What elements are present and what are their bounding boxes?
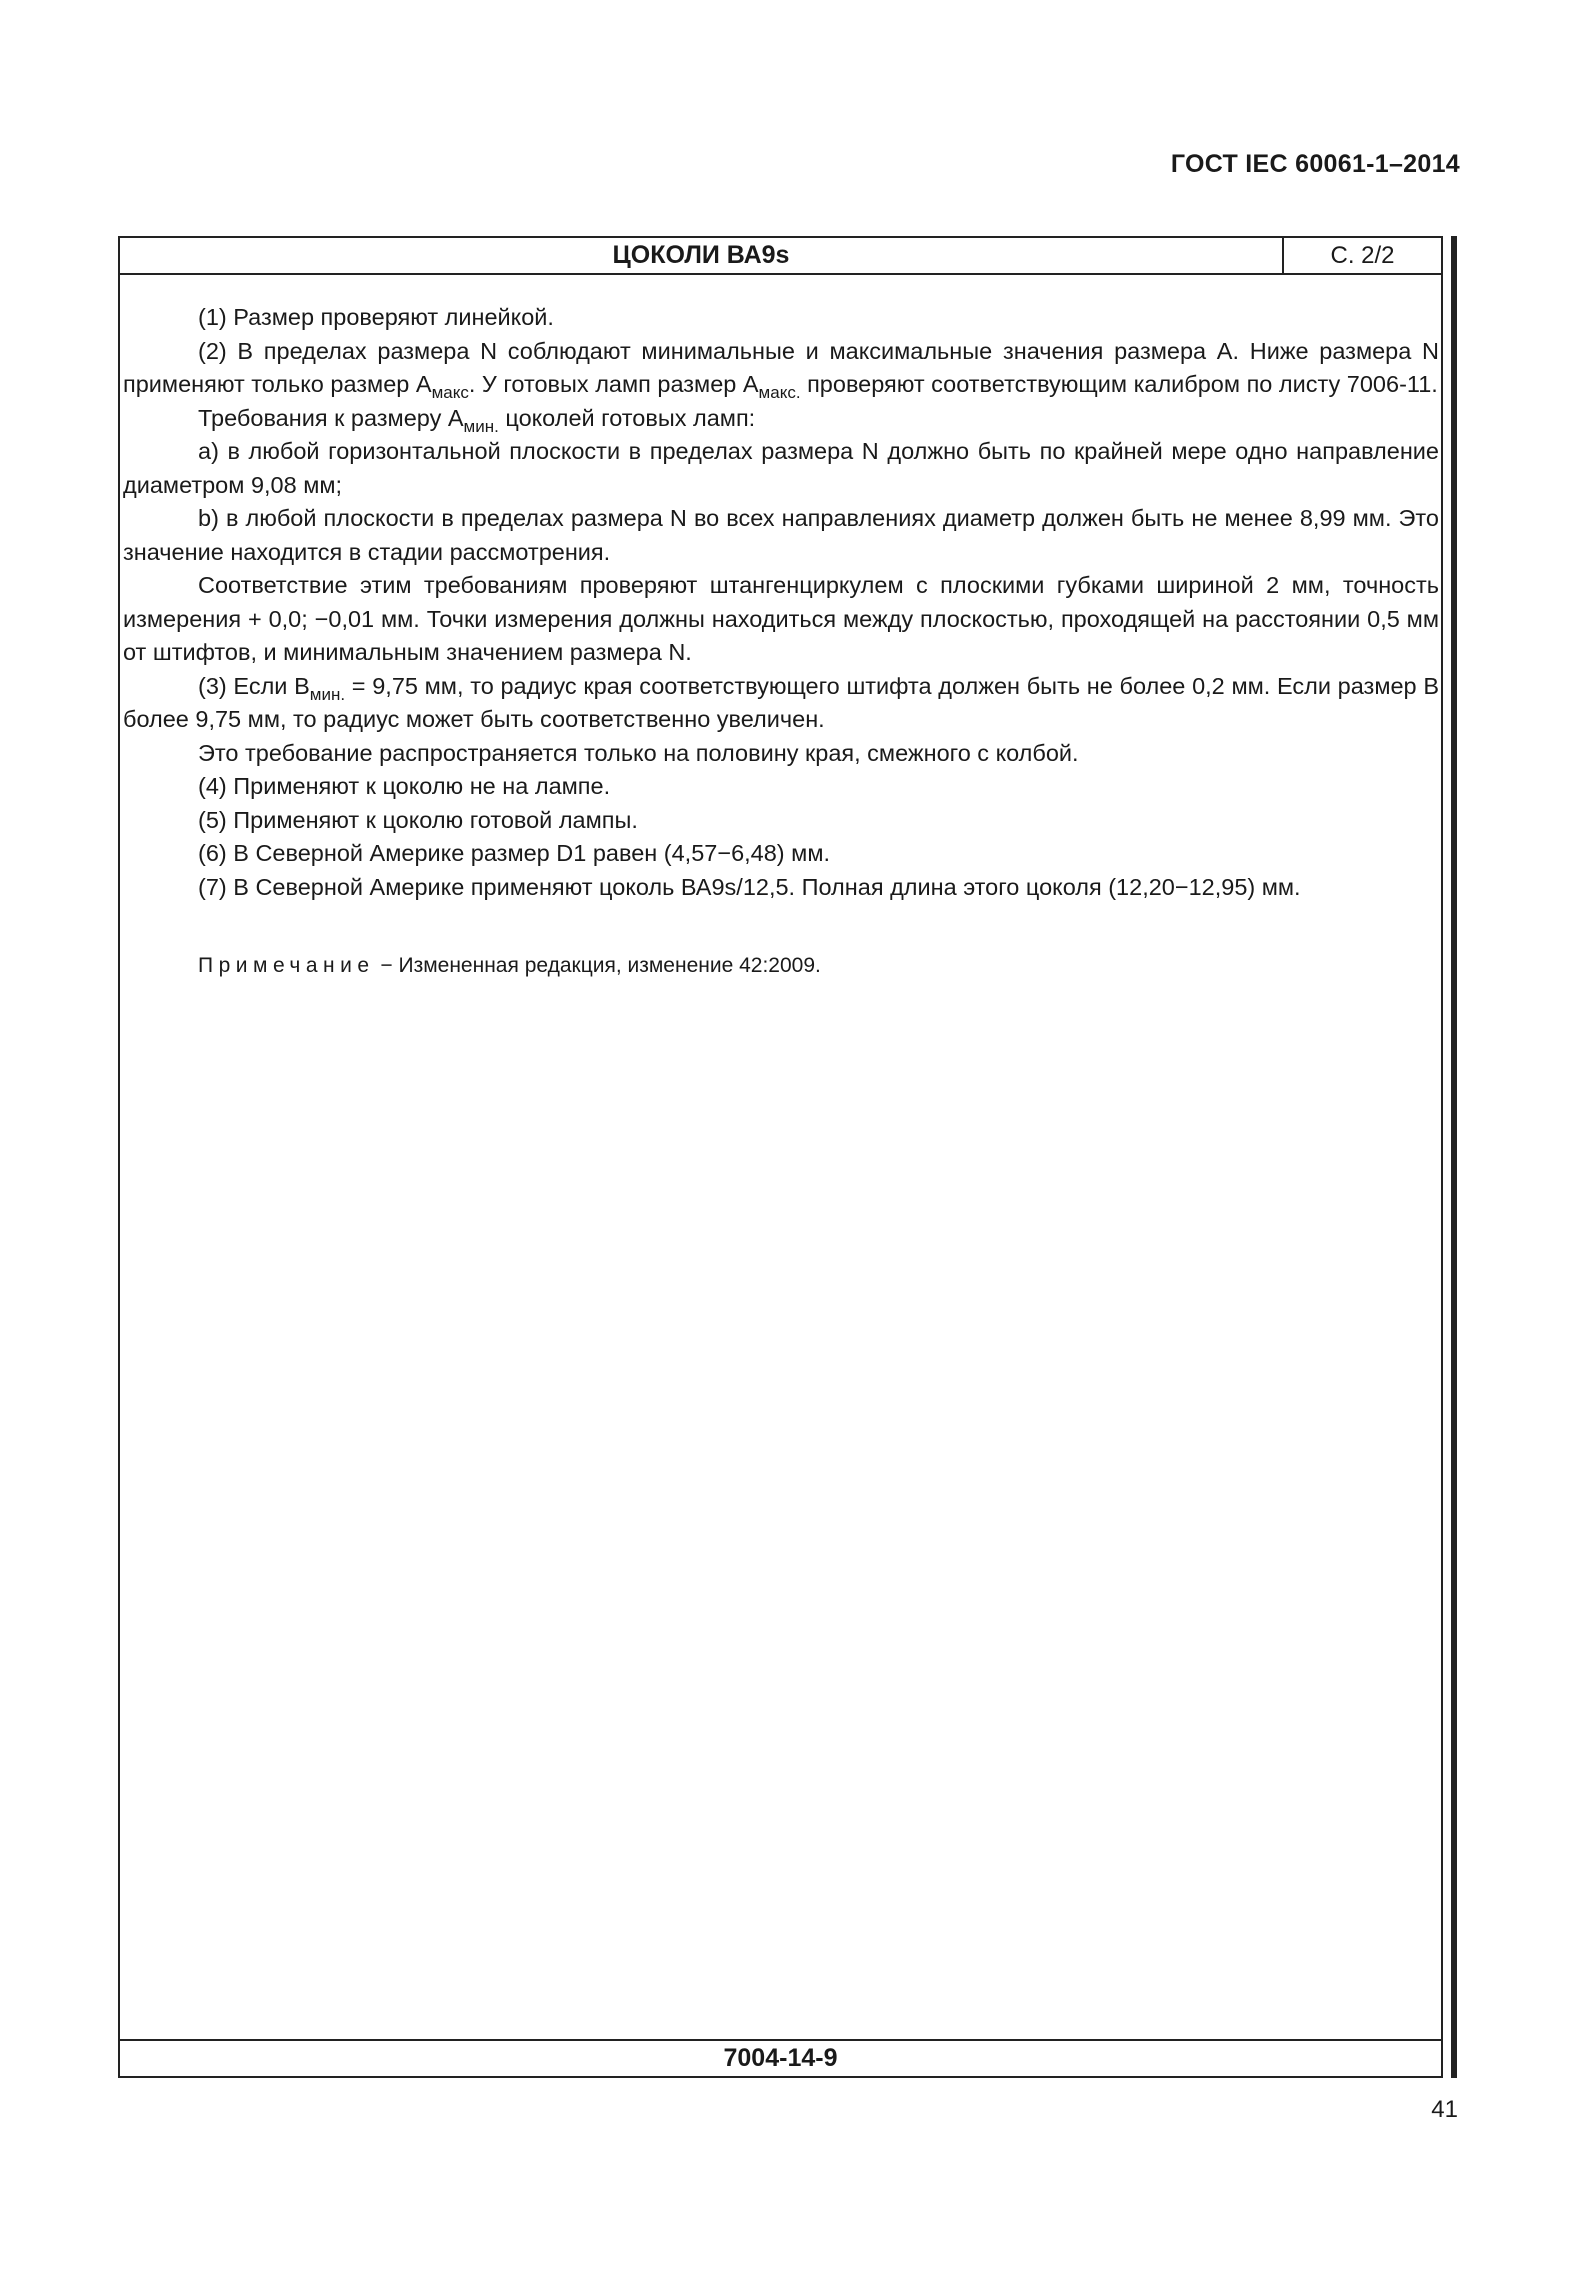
note-paragraph-4: (4) Применяют к цоколю не на лампе. <box>198 773 611 799</box>
sheet-frame <box>118 236 1443 2078</box>
sheet-code: 7004-14-9 <box>120 2039 1441 2076</box>
frame-thick-edge <box>1451 236 1457 2078</box>
sheet-notes <box>123 301 1439 981</box>
requirement-a: a) в любой горизонтальной плоскости в пределах размера N должно быть по крайней мере одно направление диаметром 9,08 мм; <box>123 438 1439 498</box>
note-paragraph-2: (2) В пределах размера N соблюдают минимальные и максимальные значения размера А. Ниже размера N применяют только размер $А_{макс}$. У готовых ламп размер $А_{макс.}$ проверяют соответствующим калибром по листу 7006-11. <box>123 337 1439 402</box>
sheet-title: ЦОКОЛИ ВА9s <box>120 238 1284 273</box>
requirements-intro: Требования к размеру $А_{мин.}$ цоколей готовых ламп: <box>198 404 756 436</box>
title-row <box>120 238 1441 275</box>
page-number: 41 <box>1431 2096 1458 2123</box>
note-paragraph-7: (7) В Северной Америке применяют цоколь ВА9s/12,5. Полная длина этого цоколя (12,20−12,95) мм. <box>198 873 1301 900</box>
note-paragraph-1: (1) Размер проверяют линейкой. <box>198 304 554 330</box>
standard-designation: ГОСТ IEC 60061-1–2014 <box>1170 150 1460 178</box>
note-label: Примечание <box>198 954 375 977</box>
compliance-check: Соответствие этим требованиям проверяют штангенциркулем с плоскими губками шириной 2 мм, точность измерения + 0,0; −0,01 мм. Точки измерения должны находиться между плоскостью, проходящей на расстоянии 0,5 мм от штифтов, и минимальным значением размера N. <box>123 572 1439 665</box>
amendment-note <box>123 951 1439 981</box>
note-paragraph-3: (3) Если $В_{мин.} = 9,75$ мм, то радиус края соответствующего штифта должен быть не более 0,2 мм. Если размер В более 9,75 мм, то радиус может быть соответственно увеличен. <box>123 672 1440 732</box>
note-text: − Измененная редакция, изменение 42:2009. <box>374 954 821 977</box>
requirement-b: b) в любой плоскости в пределах размера N во всех направлениях диаметр должен быть не менее 8,99 мм. Это значение находится в стадии рассмотрения. <box>123 505 1439 565</box>
note-paragraph-6: (6) В Северной Америке размер D1 равен (4,57−6,48) мм. <box>198 840 830 866</box>
note-paragraph-3-extra: Это требование распространяется только на половину края, смежного с колбой. <box>198 739 1079 766</box>
sheet-page-indicator: С. 2/2 <box>1330 242 1395 269</box>
note-paragraph-5: (5) Применяют к цоколю готовой лампы. <box>198 806 638 833</box>
